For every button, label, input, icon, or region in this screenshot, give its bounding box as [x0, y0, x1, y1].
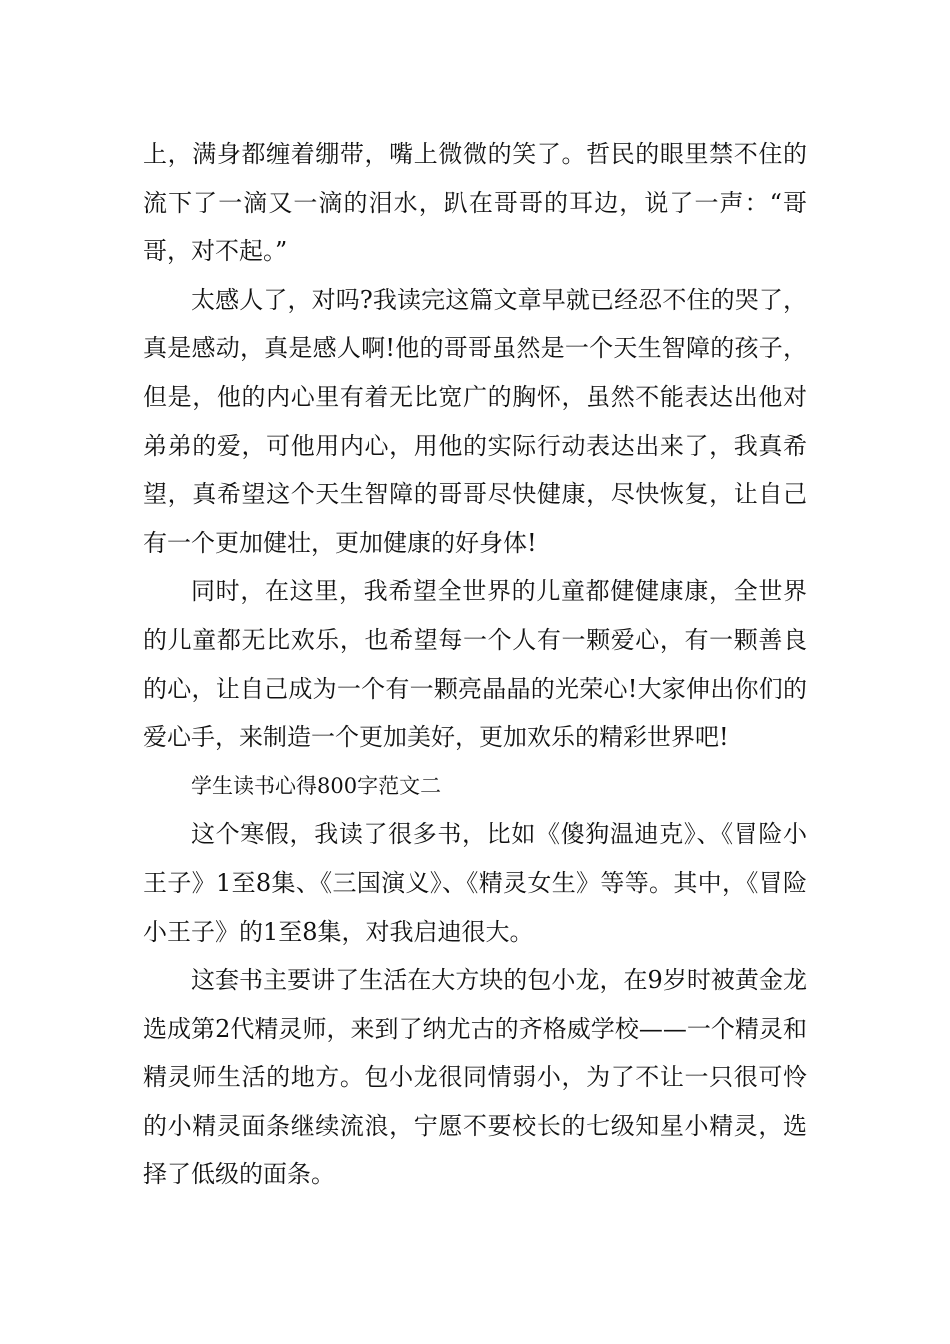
paragraph-5: 这套书主要讲了生活在大方块的包小龙，在9岁时被黄金龙选成第2代精灵师，来到了纳尤古的齐格威学校——一个精灵和精灵师生活的地方。包小龙很同情弱小，为了不让一只很可怜的小精灵面条继续流浪，宁愿不要校长的七级知星小精灵，选择了低级的面条。: [143, 966, 807, 1189]
paragraph-3: 同时，在这里，我希望全世界的儿童都健健康康，全世界的儿童都无比欢乐，也希望每一个人有一颗爱心，有一颗善良的心，让自己成为一个有一颗亮晶晶的光荣心!大家伸出你们的爱心手，来制造一个更加美好，更加欢乐的精彩世界吧!: [143, 577, 807, 752]
document-body: [143, 130, 807, 1199]
paragraph-4: 这个寒假，我读了很多书，比如《傻狗温迪克》、《冒险小王子》1至8集、《三国演义》、《精灵女生》等等。其中，《冒险小王子》的1至8集，对我启迪很大。: [143, 820, 807, 946]
section-heading: 学生读书心得800字范文二: [191, 773, 442, 798]
paragraph-1: 上，满身都缠着绷带，嘴上微微的笑了。哲民的眼里禁不住的流下了一滴又一滴的泪水，趴在哥哥的耳边，说了一声：“哥哥，对不起。”: [143, 140, 807, 266]
paragraph-2: 太感人了，对吗?我读完这篇文章早就已经忍不住的哭了，真是感动，真是感人啊!他的哥哥虽然是一个天生智障的孩子，但是，他的内心里有着无比宽广的胸怀，虽然不能表达出他对弟弟的爱，可他用内心，用他的实际行动表达出来了，我真希望，真希望这个天生智障的哥哥尽快健康，尽快恢复，让自己有一个更加健壮，更加健康的好身体!: [143, 285, 807, 557]
